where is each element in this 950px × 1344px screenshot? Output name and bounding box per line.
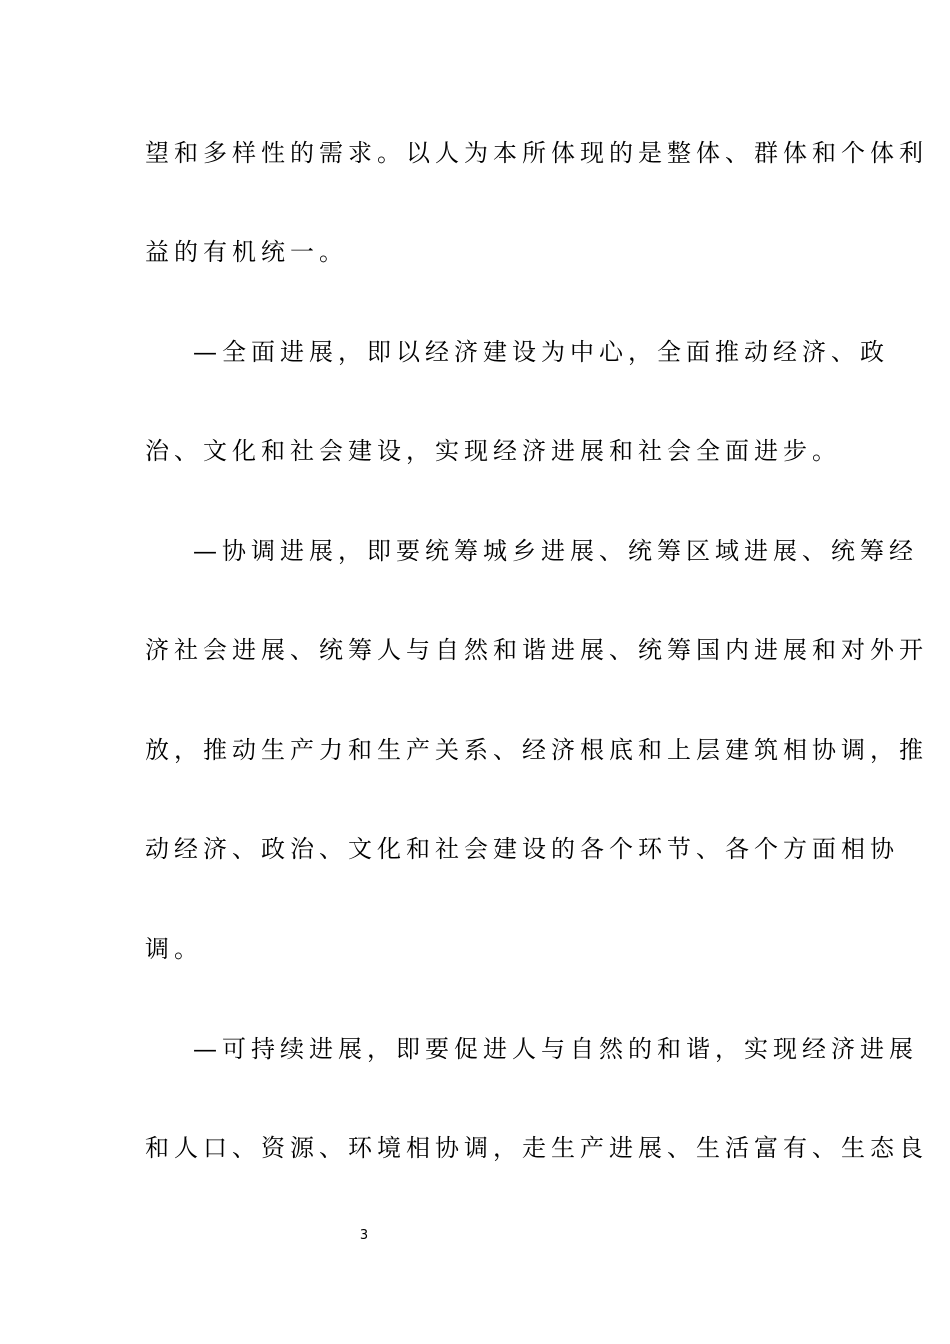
- text-line-5: —协调进展，即要统筹城乡进展、统筹区域进展、统筹经: [193, 537, 918, 565]
- text-line-3: —全面进展，即以经济建设为中心，全面推动经济、政: [193, 338, 889, 366]
- text-line-7: 放，推动生产力和生产关系、经济根底和上层建筑相协调，推: [145, 736, 928, 764]
- text-line-4: 治、文化和社会建设，实现经济进展和社会全面进步。: [145, 437, 841, 465]
- text-line-11: 和人口、资源、环境相协调，走生产进展、生活富有、生态良: [145, 1134, 928, 1162]
- text-line-6: 济社会进展、统筹人与自然和谐进展、统筹国内进展和对外开: [145, 636, 928, 664]
- text-line-8: 动经济、政治、文化和社会建设的各个环节、各个方面相协: [145, 835, 899, 863]
- text-line-10: —可持续进展，即要促进人与自然的和谐，实现经济进展: [193, 1035, 918, 1063]
- text-line-9: 调。: [145, 935, 203, 963]
- page-number: 3: [359, 1228, 369, 1243]
- text-line-2: 益的有机统一。: [145, 238, 348, 266]
- text-line-1: 望和多样性的需求。以人为本所体现的是整体、群体和个体利: [145, 139, 928, 167]
